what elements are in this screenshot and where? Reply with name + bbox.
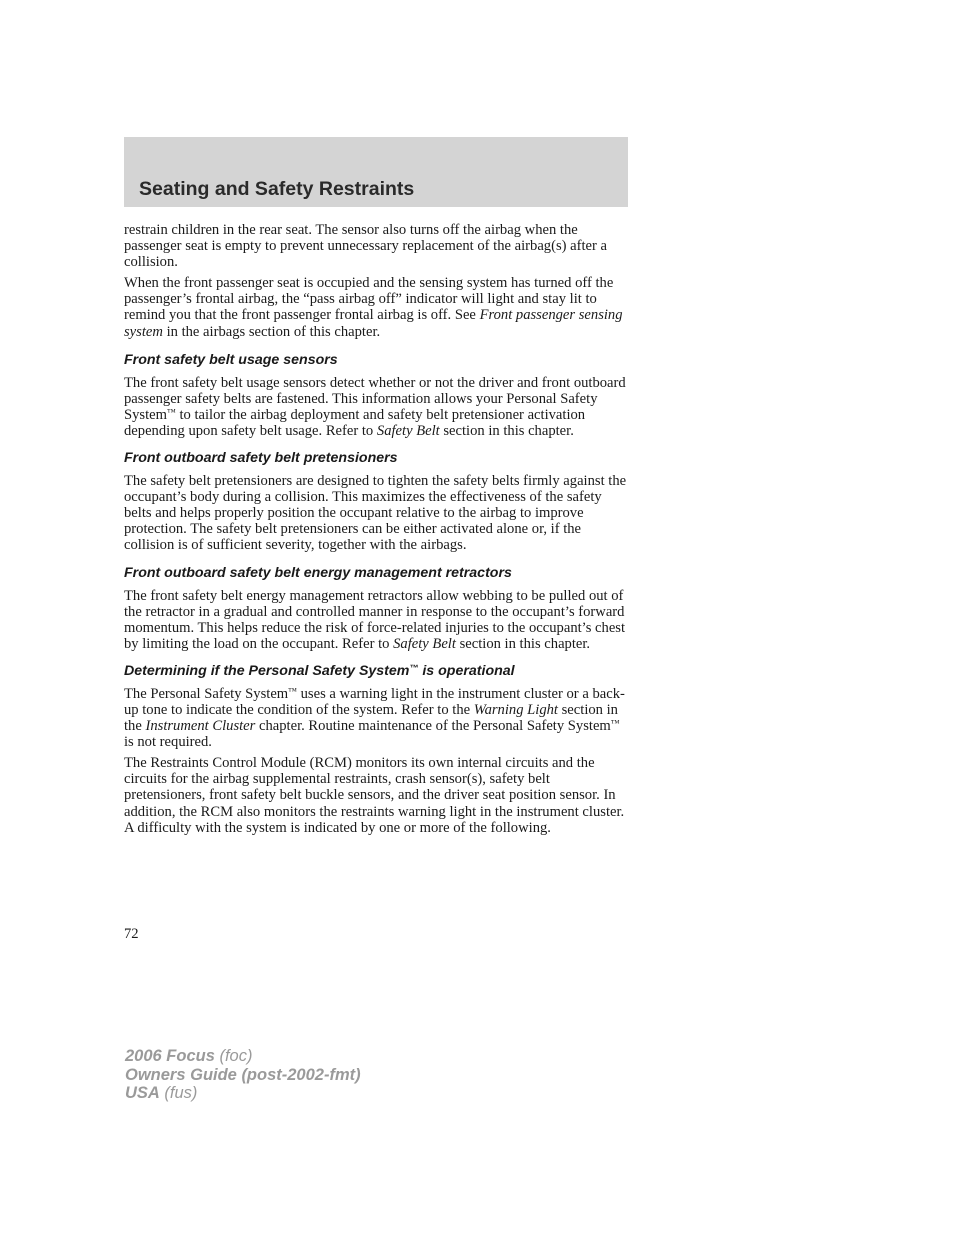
subheading-pretensioners: Front outboard safety belt pretensioners bbox=[124, 450, 398, 467]
text-segment: The front safety belt energy management retractors allow webbing to be pulled out of the retractor in a gradual and controlled manner in response to the occupant’s forward momentum. This helps reduce the risk of force-related injuries to the occupant’s chest by limiting the load on the occupant. Refer to bbox=[124, 587, 626, 652]
paragraph-usage-sensors bbox=[124, 375, 630, 439]
cross-reference: Instrument Cluster bbox=[145, 718, 256, 735]
trademark-symbol: ™ bbox=[288, 685, 297, 696]
text-segment: to tailor the airbag deployment and safety belt pretensioner activation depending upon safety belt usage. Refer to bbox=[124, 406, 586, 439]
text-segment: The Personal Safety System bbox=[124, 685, 289, 702]
footer-line-guide bbox=[125, 1066, 361, 1085]
section-header-band bbox=[124, 137, 628, 207]
text-segment: is not required. bbox=[124, 734, 212, 751]
trademark-symbol: ™ bbox=[610, 718, 620, 729]
text-segment: The front safety belt usage sensors detect whether or not the driver and front outboard passenger safety belts are fastened. This information allows your Personal Safety System bbox=[124, 374, 626, 423]
cross-reference: Front passenger sensing system bbox=[124, 307, 623, 340]
subheading-usage-sensors: Front safety belt usage sensors bbox=[124, 351, 338, 368]
paragraph-retractors bbox=[124, 588, 630, 652]
footer-market: USA bbox=[125, 1084, 160, 1102]
text-segment: section in this chapter. bbox=[455, 635, 591, 652]
text-segment: in the airbags section of this chapter. bbox=[162, 323, 381, 340]
paragraph-rear-seat: restrain children in the rear seat. The sensor also turns off the airbag when the passenger seat is empty to prevent unnecessary replacement of the airbag(s) after a collision. bbox=[124, 222, 608, 271]
paragraph-warning-light bbox=[124, 686, 630, 750]
footer-line-market bbox=[125, 1084, 361, 1103]
text-segment: When the front passenger seat is occupied and the sensing system has turned off the passenger’s frontal airbag, the “pass airbag off” indicator will light and stay lit to remind you that the front passenger frontal airbag is off. See bbox=[124, 275, 614, 324]
text-segment: Determining if the Personal Safety System bbox=[124, 662, 410, 679]
footer-model-code: (foc) bbox=[214, 1047, 253, 1065]
trademark-symbol: ™ bbox=[166, 406, 176, 417]
text-segment: chapter. Routine maintenance of the Personal Safety System bbox=[255, 718, 611, 735]
cross-reference: Warning Light bbox=[473, 701, 558, 718]
footer-market-code: (fus) bbox=[159, 1084, 198, 1102]
text-segment: uses a warning light in the instrument cluster or a back-up tone to indicate the condition of the system. Refer to the bbox=[124, 685, 625, 718]
page-content bbox=[124, 222, 630, 841]
footer-line-model bbox=[125, 1047, 361, 1066]
subheading-retractors: Front outboard safety belt energy management retractors bbox=[124, 564, 512, 581]
document-footer bbox=[125, 1047, 361, 1103]
cross-reference: Safety Belt bbox=[376, 422, 440, 439]
footer-guide: Owners Guide (post-2002-fmt) bbox=[125, 1065, 361, 1084]
trademark-symbol: ™ bbox=[409, 662, 419, 673]
subheading-operational bbox=[124, 663, 630, 680]
text-segment: is operational bbox=[418, 662, 515, 679]
text-segment: section in the bbox=[124, 701, 618, 735]
paragraph-rcm: The Restraints Control Module (RCM) monitors its own internal circuits and the circuits for the airbag supplemental restraints, crash sensor(s), safety belt pretensioners, front safety belt buckle sensors, and the driver seat position sensor. In addition, the RCM also monitors the restraints warning light in the instrument cluster. A difficulty with the system is indicated by one or more of the following. bbox=[124, 755, 625, 836]
section-title: Seating and Safety Restraints bbox=[139, 178, 415, 200]
cross-reference: Safety Belt bbox=[393, 635, 456, 652]
page-number: 72 bbox=[124, 926, 139, 942]
footer-model: 2006 Focus bbox=[125, 1047, 215, 1065]
paragraph-pass-airbag-off bbox=[124, 275, 630, 339]
text-segment: section in this chapter. bbox=[439, 422, 574, 439]
paragraph-pretensioners: The safety belt pretensioners are designed to tighten the safety belts firmly against the occupant’s body during a collision. This maximizes the effectiveness of the safety belts and helps properly position the occupant relative to the airbag to improve protection. The safety belt pretensioners can be either activated alone or, if the collision is of sufficient severity, together with the airbags. bbox=[124, 473, 627, 554]
